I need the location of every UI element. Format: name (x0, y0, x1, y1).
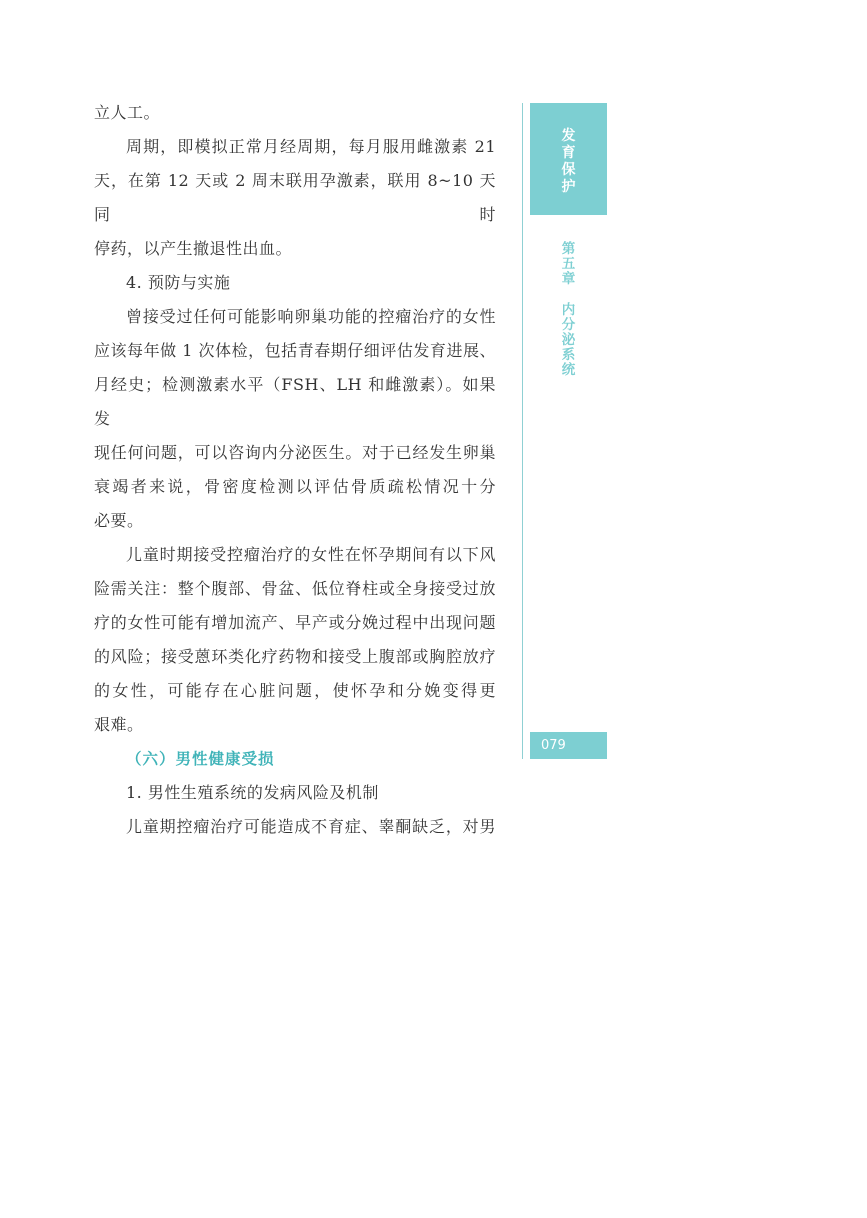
sidebar-divider (522, 103, 523, 759)
subheading: 4. 预防与实施 (126, 273, 231, 292)
section-tab-char: 育 (561, 145, 576, 161)
paragraph-line: 曾接受过任何可能影响卵巢功能的控瘤治疗的女性 (126, 307, 496, 326)
chapter-number-char: 第 (561, 241, 576, 257)
paragraph-line: 儿童期控瘤治疗可能造成不育症、睾酮缺乏，对男 (126, 817, 496, 836)
chapter-number-char: 五 (561, 256, 576, 272)
paragraph-line: 衰竭者来说，骨密度检测以评估骨质疏松情况十分 (94, 477, 496, 496)
paragraph-line: 儿童时期接受控瘤治疗的女性在怀孕期间有以下风 (126, 545, 496, 564)
paragraph-line: 周期，即模拟正常月经周期，每月服用雌激素 21 (126, 137, 496, 156)
paragraph-line: 的女性，可能存在心脏问题，使怀孕和分娩变得更 (94, 681, 496, 700)
paragraph-line: 应该每年做 1 次体检，包括青春期仔细评估发育进展、 (94, 341, 496, 360)
section-tab-char: 发 (561, 128, 576, 144)
paragraph-line: 的风险；接受蒽环类化疗药物和接受上腹部或胸腔放疗 (94, 647, 496, 666)
chapter-title-char: 内 (561, 302, 576, 318)
paragraph-line: 险需关注：整个腹部、骨盆、低位脊柱或全身接受过放 (94, 579, 496, 598)
section-tab-char: 保 (561, 162, 576, 178)
paragraph-line: 艰难。 (94, 715, 144, 734)
page-number: 079 (530, 732, 607, 759)
section-tab (530, 103, 607, 215)
paragraph-line: 月经史；检测激素水平（FSH、LH 和雌激素）。如果发 (94, 375, 496, 428)
chapter-label (530, 242, 607, 378)
subheading: 1. 男性生殖系统的发病风险及机制 (126, 783, 379, 802)
section-heading: （六）男性健康受损 (126, 750, 275, 768)
paragraph-line: 必要。 (94, 511, 144, 530)
chapter-title-char: 系 (561, 347, 576, 363)
chapter-title-char: 统 (561, 362, 576, 378)
section-tab-char: 护 (561, 179, 576, 195)
chapter-title-char: 泌 (561, 332, 576, 348)
chapter-title-char: 分 (561, 317, 576, 333)
paragraph-line: 疗的女性可能有增加流产、早产或分娩过程中出现问题 (94, 613, 496, 632)
paragraph-line: 立人工。 (94, 103, 161, 122)
chapter-number-char: 章 (561, 271, 576, 287)
body-text (94, 96, 496, 844)
paragraph-line: 现任何问题，可以咨询内分泌医生。对于已经发生卵巢 (94, 443, 496, 462)
paragraph-line: 天，在第 12 天或 2 周末联用孕激素，联用 8~10 天同时 (94, 171, 496, 224)
paragraph-line: 停药，以产生撤退性出血。 (94, 239, 293, 258)
